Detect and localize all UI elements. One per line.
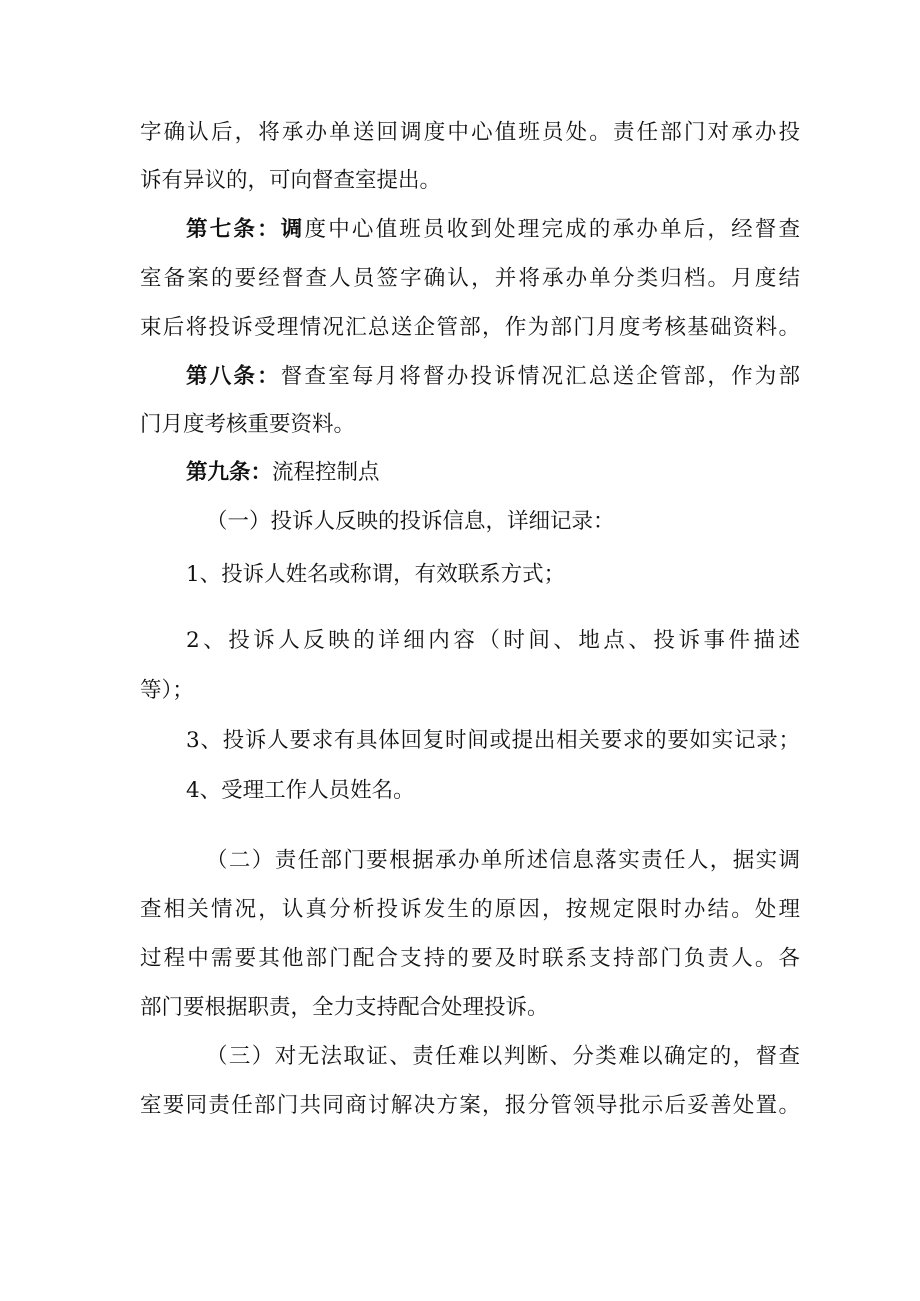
article-8-text: 督查室每月将督办投诉情况汇总送企管部，作为部: [280, 364, 800, 389]
text-line: 等）；: [140, 678, 194, 703]
text-line: 查相关情况，认真分析投诉发生的原因，按规定限时办结。处理: [140, 897, 800, 922]
section-3-line-1: （三）对无法取证、责任难以判断、分类难以确定的，督查: [206, 1044, 800, 1069]
text-line: 部门要根据职责，全力支持配合处理投诉。: [140, 995, 549, 1020]
list-item: 1、投诉人姓名或称谓，有效联系方式；: [186, 562, 566, 587]
text-line: 束后将投诉受理情况汇总送企管部，作为部门月度考核基础资料。: [140, 315, 800, 340]
text-line: 诉有异议的，可向督查室提出。: [140, 168, 442, 193]
article-9-label: 第九条：: [186, 460, 273, 485]
article-9-line-1: [186, 458, 800, 488]
list-item: 2、投诉人反映的详细内容（时间、地点、投诉事件描述: [186, 628, 800, 653]
text-line: 门月度考核重要资料。: [140, 412, 356, 437]
article-7-line-1: [186, 215, 800, 245]
article-7-label: 第七条：调: [186, 217, 305, 242]
text-line: 室要同责任部门共同商讨解决方案，报分管领导批示后妥善处置。: [140, 1093, 800, 1118]
section-1-heading: （一）投诉人反映的投诉信息，详细记录：: [206, 509, 615, 534]
article-7-text: 度中心值班员收到处理完成的承办单后，经督查: [304, 217, 800, 242]
article-8-label: 第八条：: [186, 364, 281, 389]
list-item: 3、投诉人要求有具体回复时间或提出相关要求的要如实记录；: [186, 728, 800, 753]
section-2-line-1: （二）责任部门要根据承办单所述信息落实责任人，据实调: [206, 848, 800, 873]
text-line: 字确认后，将承办单送回调度中心值班员处。责任部门对承办投: [140, 120, 800, 145]
text-line: 室备案的要经督查人员签字确认，并将承办单分类归档。月度结: [140, 266, 800, 291]
list-item: 4、受理工作人员姓名。: [186, 778, 415, 803]
text-line: 过程中需要其他部门配合支持的要及时联系支持部门负责人。各: [140, 946, 800, 971]
article-9-text: 流程控制点: [272, 460, 380, 485]
article-8-line-1: [186, 362, 800, 392]
